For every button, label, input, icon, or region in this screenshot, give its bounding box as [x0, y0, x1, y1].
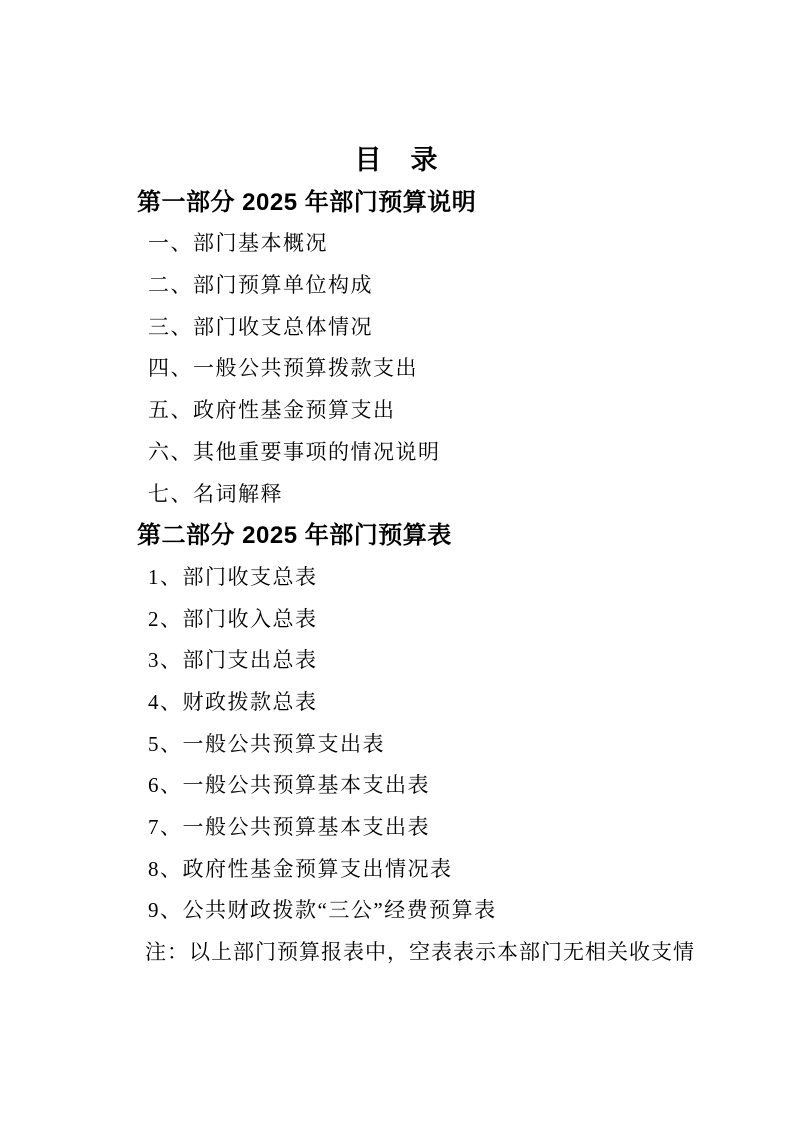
toc-note: 注：以上部门预算报表中，空表表示本部门无相关收支情	[145, 940, 695, 965]
toc-item: 二、部门预算单位构成	[148, 273, 373, 298]
toc-item: 四、一般公共预算拨款支出	[148, 356, 418, 381]
toc-item: 七、名词解释	[148, 481, 283, 506]
toc-item: 六、其他重要事项的情况说明	[148, 439, 441, 464]
toc-item: 1、部门收支总表	[148, 564, 318, 589]
toc-item: 6、一般公共预算基本支出表	[148, 773, 430, 798]
toc-item: 5、一般公共预算支出表	[148, 731, 385, 756]
toc-item: 9、公共财政拨款“三公”经费预算表	[148, 898, 497, 923]
toc-item: 8、政府性基金预算支出情况表	[148, 856, 453, 881]
toc-item: 五、政府性基金预算支出	[148, 398, 396, 423]
toc-item: 7、一般公共预算基本支出表	[148, 815, 430, 839]
toc-item: 3、部门支出总表	[148, 648, 318, 673]
toc-title: 目 录	[354, 145, 439, 175]
toc-item: 三、部门收支总体情况	[148, 314, 373, 339]
section-heading-part2: 第二部分 2025 年部门预算表	[137, 522, 452, 550]
toc-item: 一、部门基本概况	[148, 231, 328, 256]
toc-item: 2、部门收入总表	[148, 606, 318, 631]
toc-item: 4、财政拨款总表	[148, 689, 318, 714]
section-heading-part1: 第一部分 2025 年部门预算说明	[137, 188, 477, 216]
